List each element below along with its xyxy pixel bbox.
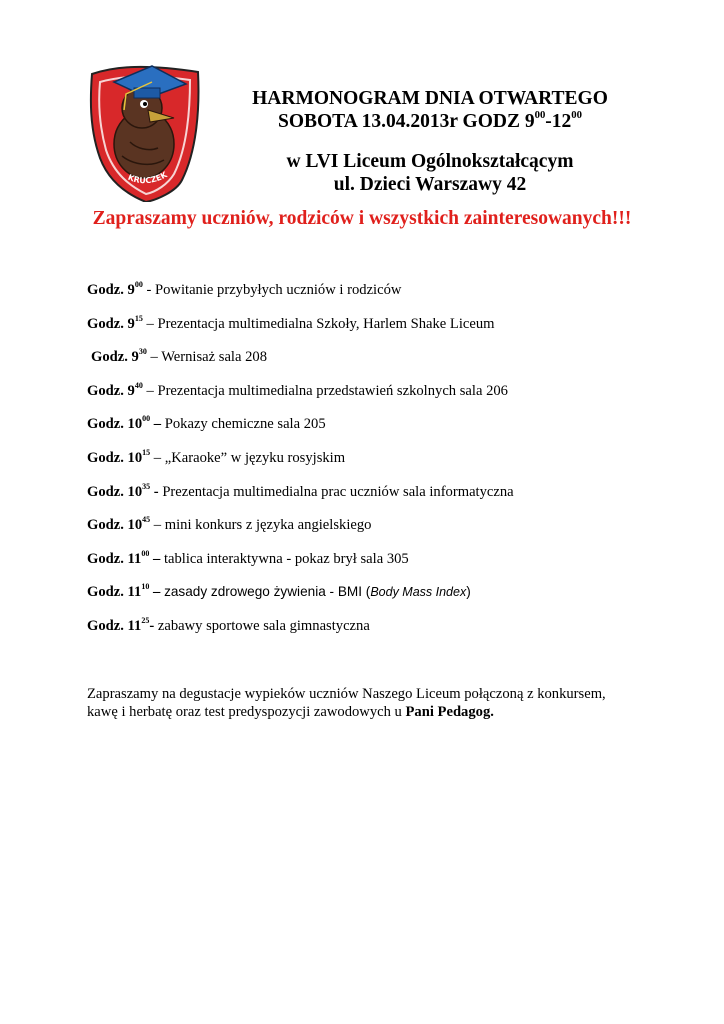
schedule-item: Godz. $10^{45}$ – mini konkurs z języka angielskiego [87, 515, 372, 534]
schedule-item: Godz. $9^{40}$ – Prezentacja multimedialna przedstawień szkolnych sala 206 [87, 380, 508, 399]
schedule-item: Godz. $11^{00}$ – tablica interaktywna - pokaz brył sala 305 [87, 548, 409, 567]
header-address: ul. Dzieci Warszawy 42 [333, 174, 527, 195]
header-title: HARMONOGRAM DNIA OTWARTEGO [252, 88, 608, 109]
header-date-time: SOBOTA 13.04.2013r GODZ $9^{00}-12^{00}$ [277, 108, 583, 132]
schedule-item: Godz. $9^{00}$ - Powitanie przybyłych uczniów i rodziców [87, 279, 402, 298]
schedule-list [87, 279, 687, 652]
logo-text: KRUCZEK [126, 170, 169, 186]
schedule-item: Godz. $9^{30}$ – Wernisaż sala 208 [91, 347, 267, 366]
footer-line: Zapraszamy na degustacje wypieków uczniów Naszego Liceum połączoną z konkursem, [87, 686, 606, 702]
schedule-item: Godz. $11^{25}-$ zabawy sportowe sala gimnastyczna [87, 615, 370, 634]
footer-note [87, 685, 647, 721]
footer-line: kawę i herbatę oraz test predyspozycji zawodowych u Pani Pedagog. [87, 704, 494, 720]
schedule-item: Godz. $11^{10}$ – zasady zdrowego żywienia - BMI (Body Mass Index) [87, 582, 471, 601]
header-school: w LVI Liceum Ogólnokształcącym [286, 151, 574, 172]
schedule-item: Godz. $10^{35}$ - Prezentacja multimedialna prac uczniów sala informatyczna [87, 481, 514, 500]
schedule-item: Godz. $9^{15}$ – Prezentacja multimedialna Szkoły, Harlem Shake Liceum [87, 313, 495, 332]
schedule-item: Godz. $10^{15}$ – „Karaoke” w języku rosyjskim [87, 447, 346, 466]
schedule-item: Godz. $10^{00}$ – Pokazy chemiczne sala 205 [87, 414, 326, 433]
invitation-text: Zapraszamy uczniów, rodziców i wszystkich zainteresowanych!!! [92, 208, 632, 229]
school-logo [86, 52, 206, 202]
raven-crest-icon [86, 52, 206, 202]
